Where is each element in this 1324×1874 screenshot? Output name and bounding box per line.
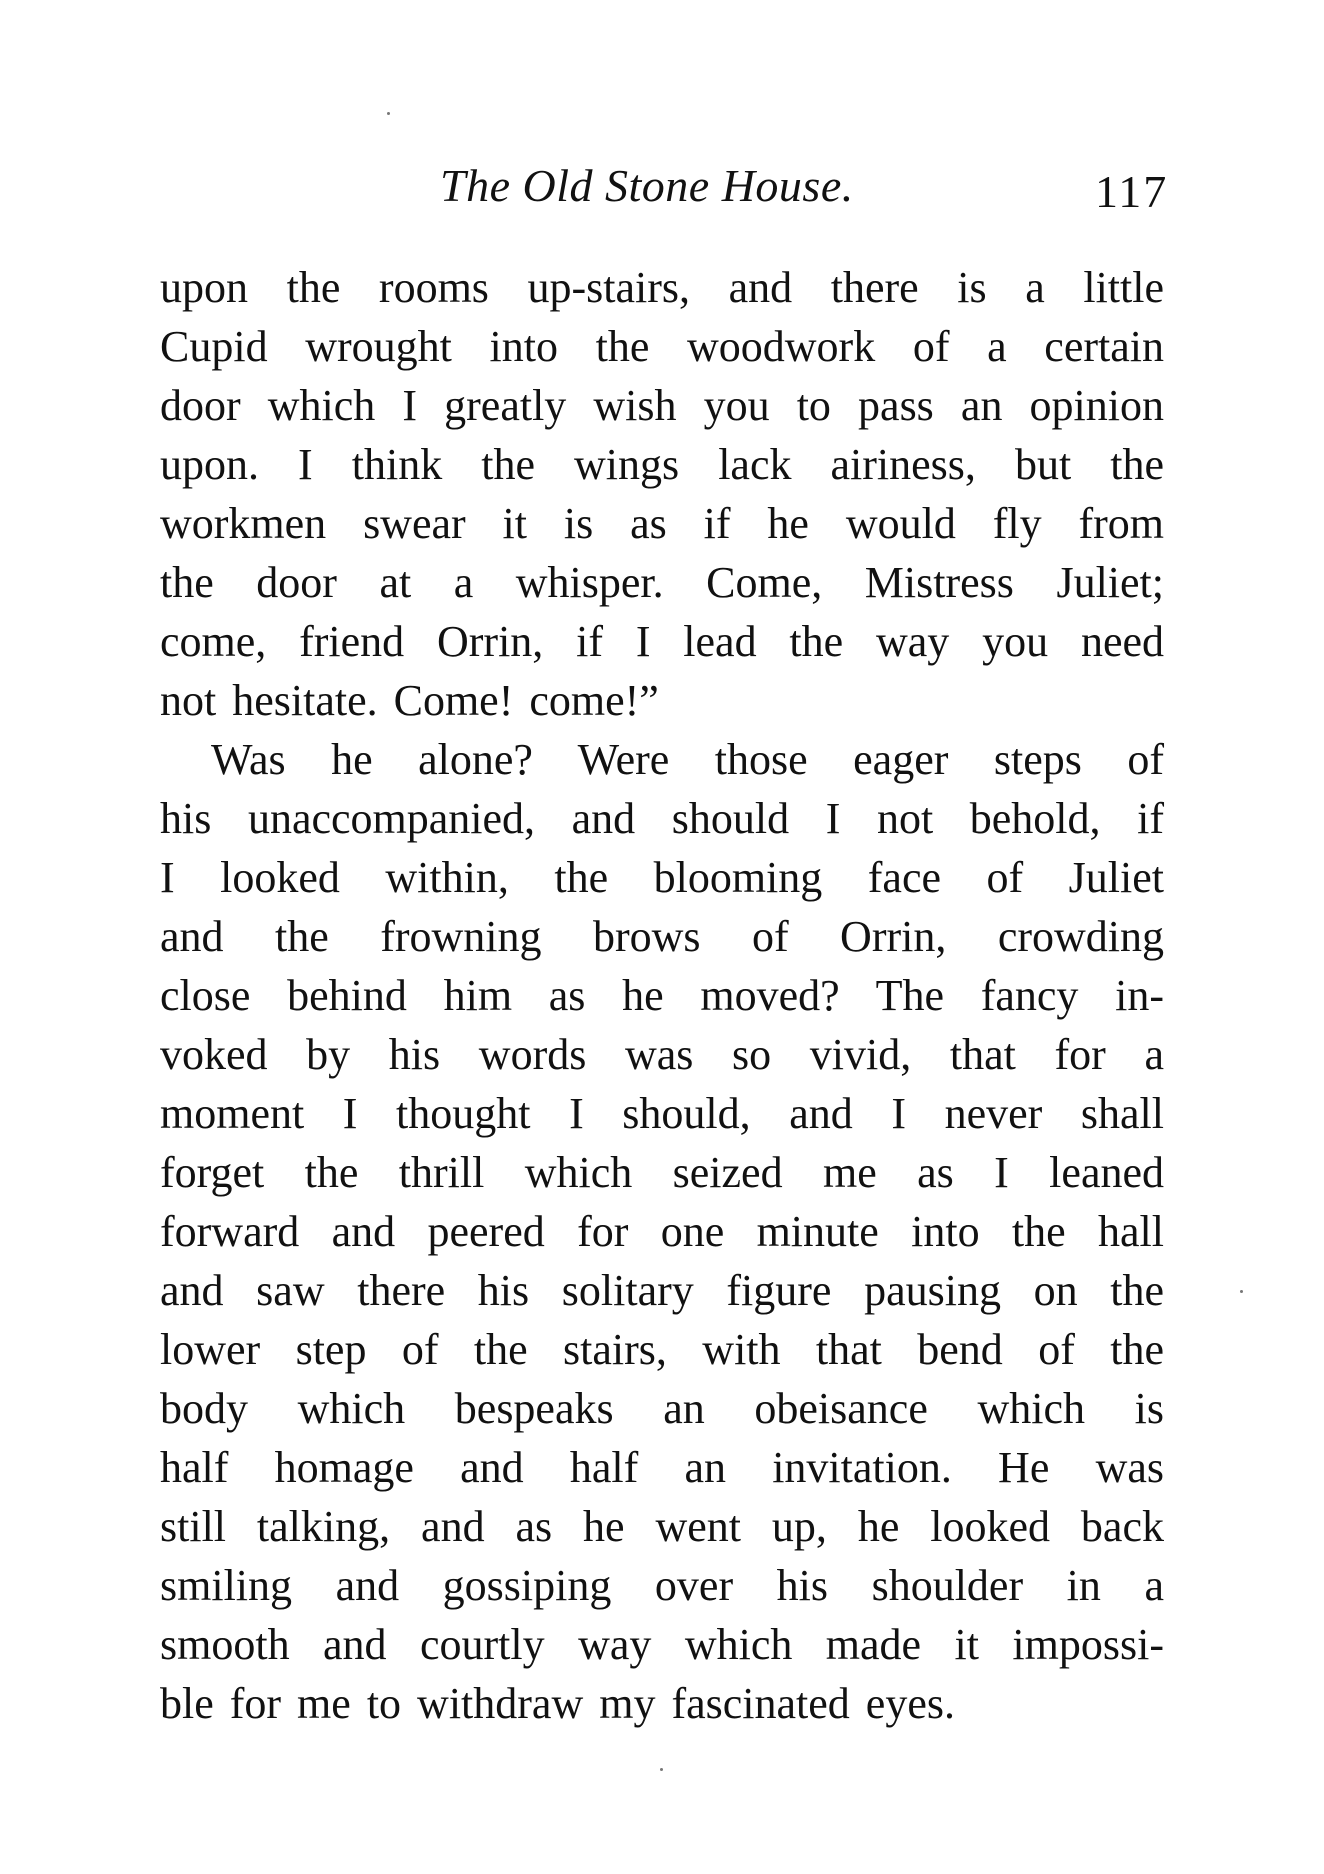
- text-line: door which I greatly wish you to pass an opinion: [160, 381, 1164, 430]
- text-line: upon the rooms up-stairs, and there is a little: [160, 263, 1164, 312]
- text-line: and the frowning brows of Orrin, crowding: [160, 912, 1164, 961]
- text-line: I looked within, the blooming face of Juliet: [160, 853, 1164, 902]
- body-text: [160, 258, 1164, 1733]
- text-line: close behind him as he moved? The fancy in-: [160, 971, 1164, 1020]
- text-line: Cupid wrought into the woodwork of a certain: [160, 322, 1164, 371]
- text-line: upon. I think the wings lack airiness, but the: [160, 440, 1164, 489]
- text-line: forward and peered for one minute into the hall: [160, 1207, 1164, 1256]
- paragraph-first-line: Was he alone? Were those eager steps of: [211, 735, 1164, 784]
- text-line: smiling and gossiping over his shoulder in a: [160, 1561, 1164, 1610]
- text-line: smooth and courtly way which made it impossi-: [160, 1620, 1164, 1669]
- text-line: body which bespeaks an obeisance which is: [160, 1384, 1164, 1433]
- speck-mark: [387, 112, 390, 115]
- page-number: 117: [1095, 166, 1169, 217]
- text-line: not hesitate. Come! come!”: [160, 676, 659, 725]
- paragraph-last-line: ble for me to withdraw my fascinated eyes.: [160, 1679, 955, 1728]
- text-line: forget the thrill which seized me as I leaned: [160, 1148, 1164, 1197]
- speck-mark: [1240, 1290, 1243, 1293]
- running-head-title: The Old Stone House.: [440, 160, 854, 211]
- text-line: still talking, and as he went up, he looked back: [160, 1502, 1164, 1551]
- speck-mark: [660, 1768, 663, 1771]
- text-line: workmen swear it is as if he would fly from: [160, 499, 1164, 548]
- text-line: come, friend Orrin, if I lead the way you need: [160, 617, 1164, 666]
- text-line: the door at a whisper. Come, Mistress Juliet;: [160, 558, 1164, 607]
- text-line: voked by his words was so vivid, that for a: [160, 1030, 1164, 1079]
- text-line: half homage and half an invitation. He was: [160, 1443, 1164, 1492]
- text-line: lower step of the stairs, with that bend of the: [160, 1325, 1164, 1374]
- text-line: and saw there his solitary figure pausing on the: [160, 1266, 1164, 1315]
- text-line: moment I thought I should, and I never shall: [160, 1089, 1164, 1138]
- text-line: his unaccompanied, and should I not behold, if: [160, 794, 1164, 843]
